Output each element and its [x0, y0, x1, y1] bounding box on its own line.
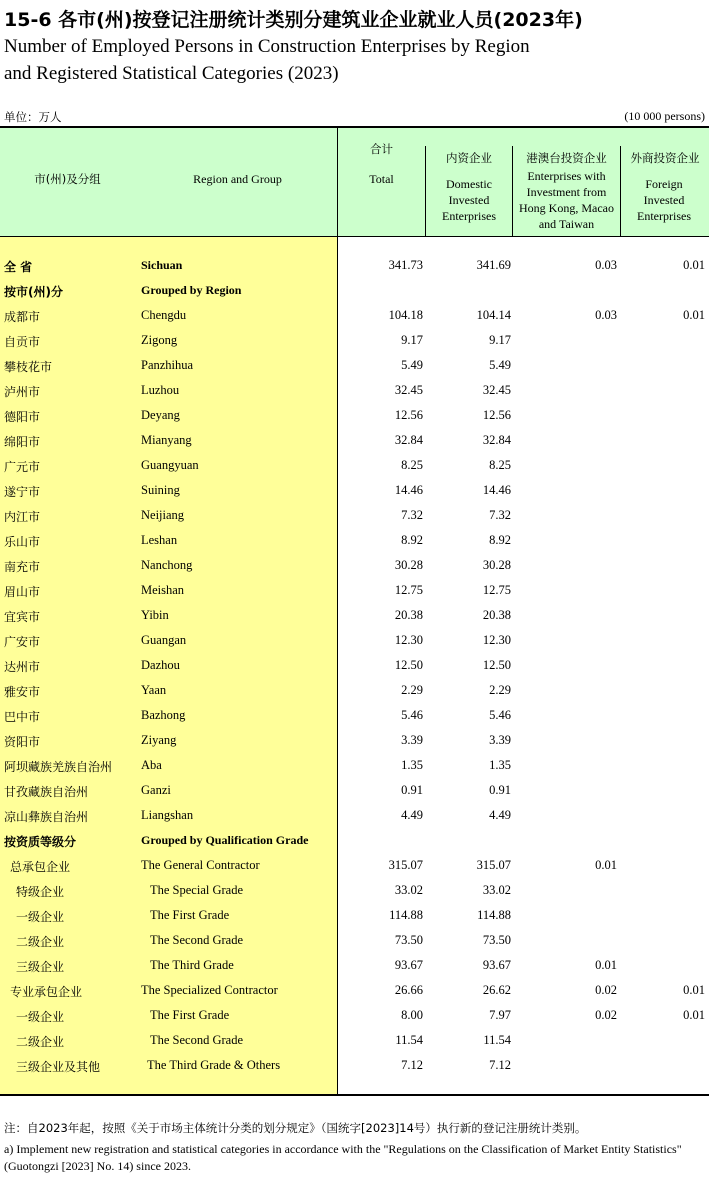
domestic-value: 3.39 [489, 733, 511, 747]
table-row [0, 478, 709, 503]
table-row [0, 403, 709, 428]
region-name-en: The Special Grade [150, 883, 244, 897]
hmt-value: 0.01 [595, 958, 617, 972]
header-hmt-cn: 港澳台投资企业 [526, 151, 607, 165]
region-name-en: Luzhou [141, 383, 180, 397]
table-row [0, 628, 709, 653]
region-name-en: The Second Grade [150, 1033, 244, 1047]
domestic-value: 315.07 [476, 858, 511, 872]
region-name-cn: 二级企业 [16, 1035, 65, 1049]
region-name-en: Guangyuan [141, 458, 199, 472]
table-row [0, 353, 709, 378]
domestic-value: 7.32 [489, 508, 511, 522]
total-value: 315.07 [388, 858, 423, 872]
header-foreign-cn: 外商投资企业 [630, 151, 700, 165]
region-name-cn: 南充市 [4, 560, 41, 574]
region-name-en: Panzhihua [141, 358, 194, 372]
header-foreign-en: Foreign Invested Enterprises [637, 177, 691, 223]
region-name-cn: 专业承包企业 [10, 985, 83, 999]
region-name-en: Sichuan [141, 258, 183, 272]
table-row [0, 453, 709, 478]
table-row [0, 803, 709, 828]
table-row [0, 653, 709, 678]
domestic-value: 73.50 [482, 933, 511, 947]
table-row [0, 828, 709, 853]
header-bottom-rule [0, 236, 709, 237]
total-value: 32.45 [394, 383, 423, 397]
table-title-cn: 15-6 各市(州)按登记注册统计类别分建筑业企业就业人员(2023年) [4, 9, 583, 31]
total-value: 30.28 [394, 558, 423, 572]
total-value: 20.38 [394, 608, 423, 622]
table-row [0, 678, 709, 703]
region-name-cn: 凉山彝族自治州 [4, 810, 89, 824]
table-row [0, 253, 709, 278]
table-row [0, 1003, 709, 1028]
domestic-value: 32.45 [482, 383, 511, 397]
header-total-en: Total [369, 172, 394, 186]
region-name-en: Zigong [141, 333, 178, 347]
domestic-value: 26.62 [482, 983, 511, 997]
domestic-value: 7.97 [489, 1008, 511, 1022]
total-value: 26.66 [394, 983, 423, 997]
foreign-value: 0.01 [683, 983, 705, 997]
region-name-cn: 特级企业 [16, 885, 65, 899]
table-row [0, 903, 709, 928]
region-name-cn: 泸州市 [4, 385, 41, 399]
domestic-value: 2.29 [489, 683, 511, 697]
region-name-cn: 达州市 [4, 660, 41, 674]
domestic-value: 4.49 [489, 808, 511, 822]
table-row [0, 878, 709, 903]
total-value: 33.02 [394, 883, 423, 897]
region-name-en: Ganzi [141, 783, 171, 797]
region-name-cn: 甘孜藏族自治州 [4, 785, 89, 799]
region-name-cn: 自贡市 [4, 335, 41, 349]
total-value: 32.84 [394, 433, 423, 447]
hmt-value: 0.03 [595, 258, 617, 272]
table-row [0, 278, 709, 303]
region-name-cn: 内江市 [4, 510, 41, 524]
region-name-en: Nanchong [141, 558, 193, 572]
footnote-cn: 注：自2023年起，按照《关于市场主体统计分类的划分规定》（国统字[2023]14号）执行新的登记注册统计类别。 [4, 1121, 587, 1135]
total-value: 8.00 [401, 1008, 423, 1022]
domestic-value: 14.46 [482, 483, 511, 497]
total-value: 12.75 [394, 583, 423, 597]
region-name-en: Aba [141, 758, 162, 772]
domestic-value: 0.91 [489, 783, 511, 797]
table-row [0, 1053, 709, 1078]
total-value: 93.67 [394, 958, 423, 972]
region-name-en: Bazhong [141, 708, 186, 722]
region-name-cn: 阿坝藏族羌族自治州 [4, 760, 113, 774]
table-row [0, 953, 709, 978]
header-hmt-en: Enterprises with Investment from Hong Kong, Macao and Taiwan [519, 169, 614, 231]
header-total-cn: 合计 [370, 142, 393, 156]
region-name-cn: 眉山市 [4, 585, 41, 599]
domestic-value: 11.54 [483, 1033, 511, 1047]
table-row [0, 728, 709, 753]
domestic-value: 8.25 [489, 458, 511, 472]
region-name-cn: 资阳市 [4, 735, 41, 749]
total-value: 4.49 [401, 808, 423, 822]
table-row [0, 428, 709, 453]
domestic-value: 12.50 [482, 658, 511, 672]
total-value: 73.50 [394, 933, 423, 947]
table-row [0, 578, 709, 603]
footnote-en: a) Implement new registration and statistical categories in accordance with the "Regulations on the Classification of Market Entity Statistics"(Guotongzi [2023] No. 14) since 2023. [4, 1142, 682, 1173]
region-name-en: Yaan [141, 683, 167, 697]
region-name-cn: 三级企业 [16, 960, 65, 974]
region-name-cn: 遂宁市 [4, 485, 41, 499]
hmt-value: 0.02 [595, 1008, 617, 1022]
domestic-value: 12.75 [482, 583, 511, 597]
table-row [0, 778, 709, 803]
region-name-en: Guangan [141, 633, 187, 647]
total-value: 12.50 [394, 658, 423, 672]
region-name-cn: 按市(州)分 [4, 285, 63, 299]
hmt-value: 0.01 [595, 858, 617, 872]
region-name-en: The First Grade [150, 1008, 230, 1022]
region-name-cn: 总承包企业 [10, 860, 71, 874]
total-value: 5.46 [401, 708, 423, 722]
total-value: 12.30 [394, 633, 423, 647]
region-name-en: Grouped by Qualification Grade [141, 833, 309, 847]
region-name-en: Dazhou [141, 658, 180, 672]
region-name-cn: 二级企业 [16, 935, 65, 949]
region-name-en: Ziyang [141, 733, 177, 747]
table-bottom-rule [0, 1094, 709, 1096]
header-domestic-en: Domestic Invested Enterprises [442, 177, 496, 223]
region-name-en: The Second Grade [150, 933, 244, 947]
table-row [0, 503, 709, 528]
foreign-value: 0.01 [683, 1008, 705, 1022]
table-row [0, 378, 709, 403]
region-name-cn: 德阳市 [4, 410, 41, 424]
total-value: 7.32 [401, 508, 423, 522]
table-row [0, 703, 709, 728]
total-value: 9.17 [401, 333, 423, 347]
domestic-value: 341.69 [476, 258, 511, 272]
domestic-value: 20.38 [482, 608, 511, 622]
region-name-en: Meishan [141, 583, 185, 597]
region-name-cn: 攀枝花市 [4, 360, 53, 374]
domestic-value: 93.67 [482, 958, 511, 972]
foreign-value: 0.01 [683, 308, 705, 322]
region-name-cn: 宜宾市 [4, 610, 41, 624]
region-name-en: Deyang [141, 408, 180, 422]
region-name-en: The Third Grade [150, 958, 234, 972]
region-name-cn: 绵阳市 [4, 435, 41, 449]
domestic-value: 9.17 [489, 333, 511, 347]
domestic-value: 1.35 [489, 758, 511, 772]
region-name-cn: 巴中市 [4, 710, 41, 724]
region-name-en: Chengdu [141, 308, 187, 322]
domestic-value: 7.12 [489, 1058, 511, 1072]
unit-label-cn: 单位：万人 [4, 110, 62, 124]
region-name-en: The Third Grade & Others [147, 1058, 281, 1072]
total-value: 104.18 [388, 308, 423, 322]
table-row [0, 1028, 709, 1053]
header-region-cn: 市(州)及分组 [34, 172, 101, 186]
table-top-rule [0, 126, 709, 128]
region-name-cn: 成都市 [4, 310, 41, 324]
foreign-value: 0.01 [683, 258, 705, 272]
table-row [0, 528, 709, 553]
table-row [0, 753, 709, 778]
total-value: 8.92 [401, 533, 423, 547]
domestic-value: 12.56 [482, 408, 511, 422]
region-name-en: Suining [141, 483, 180, 497]
header-region-en: Region and Group [193, 172, 282, 186]
table-row [0, 603, 709, 628]
region-name-cn: 按资质等级分 [4, 835, 77, 849]
hmt-value: 0.03 [595, 308, 617, 322]
total-value: 7.12 [401, 1058, 423, 1072]
total-value: 2.29 [401, 683, 423, 697]
region-name-cn: 一级企业 [16, 910, 65, 924]
region-name-cn: 雅安市 [4, 685, 41, 699]
unit-label-en: (10 000 persons) [624, 109, 705, 123]
total-value: 5.49 [401, 358, 423, 372]
total-value: 114.88 [389, 908, 423, 922]
table-title-en-line2: and Registered Statistical Categories (2023) [4, 63, 339, 84]
region-name-cn: 三级企业及其他 [16, 1060, 101, 1074]
domestic-value: 8.92 [489, 533, 511, 547]
table-row [0, 328, 709, 353]
total-value: 8.25 [401, 458, 423, 472]
total-value: 14.46 [394, 483, 423, 497]
domestic-value: 32.84 [482, 433, 511, 447]
region-name-en: Mianyang [141, 433, 192, 447]
region-name-cn: 一级企业 [16, 1010, 65, 1024]
region-name-en: Grouped by Region [141, 283, 242, 297]
domestic-value: 5.46 [489, 708, 511, 722]
domestic-value: 104.14 [476, 308, 511, 322]
table-row [0, 978, 709, 1003]
region-name-cn: 广元市 [4, 460, 41, 474]
region-name-en: Leshan [141, 533, 178, 547]
domestic-value: 33.02 [482, 883, 511, 897]
header-domestic-cn: 内资企业 [446, 151, 492, 165]
domestic-value: 5.49 [489, 358, 511, 372]
domestic-value: 114.88 [477, 908, 511, 922]
table-row [0, 928, 709, 953]
region-name-en: The General Contractor [141, 858, 260, 872]
total-value: 341.73 [388, 258, 423, 272]
region-name-en: The Specialized Contractor [141, 983, 278, 997]
region-name-en: Neijiang [141, 508, 185, 522]
total-value: 0.91 [401, 783, 423, 797]
domestic-value: 30.28 [482, 558, 511, 572]
table-row [0, 553, 709, 578]
region-name-cn: 广安市 [4, 635, 41, 649]
total-value: 12.56 [394, 408, 423, 422]
table-row [0, 853, 709, 878]
hmt-value: 0.02 [595, 983, 617, 997]
region-name-cn: 全 省 [4, 260, 33, 274]
table-title-en-line1: Number of Employed Persons in Construction Enterprises by Region [4, 36, 530, 57]
table-row [0, 303, 709, 328]
region-name-cn: 乐山市 [4, 535, 41, 549]
domestic-value: 12.30 [482, 633, 511, 647]
total-value: 3.39 [401, 733, 423, 747]
region-name-en: Liangshan [141, 808, 194, 822]
region-name-en: The First Grade [150, 908, 230, 922]
total-value: 11.54 [395, 1033, 423, 1047]
region-name-en: Yibin [141, 608, 169, 622]
total-value: 1.35 [401, 758, 423, 772]
